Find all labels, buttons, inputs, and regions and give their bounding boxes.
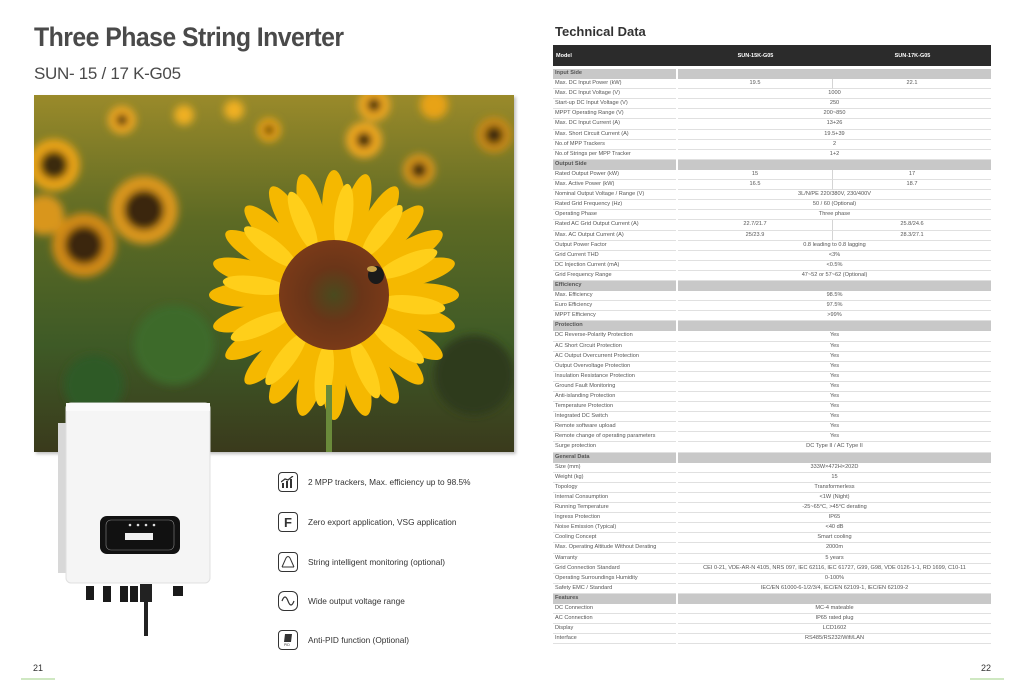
spec-label: Output Power Factor [553,241,676,251]
spec-label: Max. Short Circuit Current (A) [553,130,676,140]
table-row [553,291,991,301]
spec-value: 1000 [678,89,991,99]
table-row [553,372,991,382]
spec-label: Ingress Protection [553,513,676,523]
section-header-row [553,69,991,79]
spec-label: Integrated DC Switch [553,412,676,422]
pid-panel-icon [278,630,298,650]
spec-value-17k: 22.1 [833,79,991,89]
feature-item [278,589,518,613]
spec-label: No.of MPP Trackers [553,140,676,150]
feature-item [278,510,518,534]
table-row [553,220,991,230]
spec-value: 47~52 or 57~62 (Optional) [678,271,991,281]
spec-value: 250 [678,99,991,109]
spec-value: 98.5% [678,291,991,301]
page-bar-right [970,678,1004,680]
monitoring-curve-icon [278,552,298,572]
spec-value: IP65 [678,513,991,523]
spec-label: Output Overvoltage Protection [553,362,676,372]
spec-value-17k: 28.3/27.1 [833,231,991,241]
table-row [553,130,991,140]
table-row [553,89,991,99]
table-row [553,150,991,160]
spec-value-15k: 25/23.9 [678,231,833,241]
spec-value-15k: 15 [678,170,833,180]
table-row [553,362,991,372]
spec-label: Size (mm) [553,463,676,473]
spec-value: 19.5+39 [678,130,991,140]
section-label: Features [553,594,676,604]
spec-value: IP65 rated plug [678,614,991,624]
table-row [553,503,991,513]
section-label: Input Side [553,69,676,79]
table-row [553,271,991,281]
spec-value: <3% [678,251,991,261]
section-label: Protection [553,321,676,331]
table-row [553,634,991,644]
spec-value: Yes [678,412,991,422]
table-row [553,493,991,503]
spec-label: Running Temperature [553,503,676,513]
page-bar-left [21,678,55,680]
chart-growth-icon [278,472,298,492]
spec-label: Rated Output Power (kW) [553,170,676,180]
spec-label: Grid Connection Standard [553,564,676,574]
spec-table [553,45,991,644]
table-row [553,190,991,200]
spec-value: 50 / 60 (Optional) [678,200,991,210]
table-row [553,311,991,321]
section-fill [678,321,991,331]
spec-value: 2000m [678,543,991,553]
table-row [553,180,991,190]
main-sunflower [209,170,459,420]
header-model-17k: SUN-17K-G05 [894,52,931,59]
spec-value: Yes [678,432,991,442]
spec-label: Display [553,624,676,634]
section-label: Output Side [553,160,676,170]
spec-value: LCD1602 [678,624,991,634]
table-row [553,412,991,422]
spec-value-15k: 19.5 [678,79,833,89]
inverter-product-image [58,398,218,638]
table-row [553,513,991,523]
spec-value: Yes [678,422,991,432]
section-header-row [553,321,991,331]
spec-label: Operating Surroundings Humidity [553,574,676,584]
svg-text:PID: PID [284,643,290,647]
spec-label: Anti-islanding Protection [553,392,676,402]
spec-value-17k: 25.8/24.6 [833,220,991,230]
section-header-row [553,453,991,463]
spec-label: Temperature Protection [553,402,676,412]
table-row [553,543,991,553]
spec-value: Yes [678,382,991,392]
letter-f-icon: F [278,512,298,532]
spec-label: Rated AC Grid Output Current (A) [553,220,676,230]
spec-label: Max. Operating Altitude Without Derating [553,543,676,553]
section-header-row [553,594,991,604]
spec-label: Insulation Resistance Protection [553,372,676,382]
spec-value: 0.8 leading to 0.8 lagging [678,241,991,251]
table-row [553,331,991,341]
table-row [553,564,991,574]
spec-label: Max. Active Power (kW) [553,180,676,190]
table-row [553,483,991,493]
technical-data-title: Technical Data [555,24,646,39]
table-row [553,432,991,442]
spec-value: RS485/RS232/Wifi/LAN [678,634,991,644]
table-row [553,342,991,352]
spec-label: Max. DC Input Power (kW) [553,79,676,89]
spec-value: <1W (Night) [678,493,991,503]
spec-label: Ground Fault Monitoring [553,382,676,392]
spec-value: 1+2 [678,150,991,160]
spec-value: Three phase [678,210,991,220]
page-title: Three Phase String Inverter [34,22,344,52]
table-row [553,241,991,251]
table-row [553,231,991,241]
section-fill [678,594,991,604]
spec-label: Euro Efficiency [553,301,676,311]
spec-value: Yes [678,402,991,412]
table-row [553,210,991,220]
spec-label: Noise Emission (Typical) [553,523,676,533]
table-row [553,261,991,271]
table-row [553,352,991,362]
spec-label: Remote software upload [553,422,676,432]
table-row [553,301,991,311]
spec-label: Max. DC Input Current (A) [553,119,676,129]
spec-value: -25~65°C, >45°C derating [678,503,991,513]
table-row [553,382,991,392]
spec-label: Safety EMC / Standard [553,584,676,594]
spec-label: Warranty [553,554,676,564]
spec-value-15k: 22.7/21.7 [678,220,833,230]
table-row [553,554,991,564]
spec-value: CEI 0-21, VDE-AR-N 4105, NRS 097, IEC 62116, IEC 61727, G99, G98, VDE 0126-1-1, RD 1699, C10-11 [678,564,991,574]
spec-value: 15 [678,473,991,483]
spec-label: DC Connection [553,604,676,614]
table-row [553,170,991,180]
table-row [553,463,991,473]
feature-text: String intelligent monitoring (optional) [308,557,445,567]
spec-label: Topology [553,483,676,493]
table-row [553,584,991,594]
spec-value: MC-4 mateable [678,604,991,614]
section-fill [678,281,991,291]
feature-text: Anti-PID function (Optional) [308,635,409,645]
spec-label: Weight (kg) [553,473,676,483]
spec-label: Max. DC Input Voltage (V) [553,89,676,99]
section-header-row [553,281,991,291]
section-fill [678,160,991,170]
spec-label: Start-up DC Input Voltage (V) [553,99,676,109]
spec-value: Yes [678,331,991,341]
table-row [553,624,991,634]
spec-value: IEC/EN 61000-6-1/2/3/4, IEC/EN 62109-1, IEC/EN 62109-2 [678,584,991,594]
spec-value-15k: 16.5 [678,180,833,190]
spec-label: Cooling Concept [553,533,676,543]
spec-label: MPPT Efficiency [553,311,676,321]
header-model-label: Model [556,52,572,59]
spec-label: Internal Consumption [553,493,676,503]
table-row [553,251,991,261]
feature-text: 2 MPP trackers, Max. efficiency up to 98.5% [308,477,471,487]
spec-label: No.of Strings per MPP Tracker [553,150,676,160]
spec-label: AC Output Overcurrent Protection [553,352,676,362]
spec-value-17k: 17 [833,170,991,180]
spec-value: Transformerless [678,483,991,493]
feature-item [278,470,518,494]
section-header-row [553,160,991,170]
spec-value: 333W×472H×202D [678,463,991,473]
spec-value: 0-100% [678,574,991,584]
spec-label: MPPT Operating Range (V) [553,109,676,119]
table-row [553,79,991,89]
spec-label: Grid Frequency Range [553,271,676,281]
spec-value: Smart cooling [678,533,991,543]
section-fill [678,69,991,79]
table-row [553,200,991,210]
table-row [553,140,991,150]
section-label: General Data [553,453,676,463]
section-label: Efficiency [553,281,676,291]
table-row [553,533,991,543]
spec-value: Yes [678,352,991,362]
spec-label: Interface [553,634,676,644]
spec-rows [553,69,991,644]
spec-label: Rated Grid Frequency (Hz) [553,200,676,210]
spec-value: Yes [678,392,991,402]
spec-label: Grid Current THD [553,251,676,261]
spec-label: Remote change of operating parameters [553,432,676,442]
feature-item [278,628,518,652]
feature-text: Wide output voltage range [308,596,405,606]
table-row [553,402,991,412]
spec-label: Nominal Output Voltage / Range (V) [553,190,676,200]
spec-value-17k: 18.7 [833,180,991,190]
table-row [553,392,991,402]
spec-value: 2 [678,140,991,150]
spec-label: Max. Efficiency [553,291,676,301]
header-model-15k: SUN-15K-G05 [737,52,774,59]
table-row [553,614,991,624]
spec-value: 200~850 [678,109,991,119]
sine-wave-icon [278,591,298,611]
table-row [553,422,991,432]
spec-value: Yes [678,372,991,382]
spec-value: 13+26 [678,119,991,129]
spec-label: Surge protection [553,442,676,452]
spec-value: Yes [678,362,991,372]
spec-label: AC Short Circuit Protection [553,342,676,352]
table-row [553,119,991,129]
table-row [553,109,991,119]
feature-item [278,550,518,574]
spec-value: DC Type II / AC Type II [678,442,991,452]
table-row [553,473,991,483]
spec-value: 3L/N/PE 220/380V, 230/400V [678,190,991,200]
spec-label: DC Injection Current (mA) [553,261,676,271]
spec-label: AC Connection [553,614,676,624]
spec-value: 97.5% [678,301,991,311]
table-row [553,604,991,614]
table-row [553,574,991,584]
section-fill [678,453,991,463]
spec-value: >99% [678,311,991,321]
model-subtitle: SUN- 15 / 17 K-G05 [34,64,181,83]
spec-table-header [553,45,991,66]
page-number-right: 22 [981,663,992,673]
spec-label: Max. AC Output Current (A) [553,231,676,241]
spec-value: 5 years [678,554,991,564]
table-row [553,99,991,109]
spec-label: Operating Phase [553,210,676,220]
page-number-left: 21 [33,663,44,673]
spec-label: DC Reverse-Polarity Protection [553,331,676,341]
table-row [553,523,991,533]
spec-value: <40 dB [678,523,991,533]
feature-text: Zero export application, VSG application [308,517,457,527]
spec-value: Yes [678,342,991,352]
table-row [553,442,991,452]
spec-value: <0.5% [678,261,991,271]
